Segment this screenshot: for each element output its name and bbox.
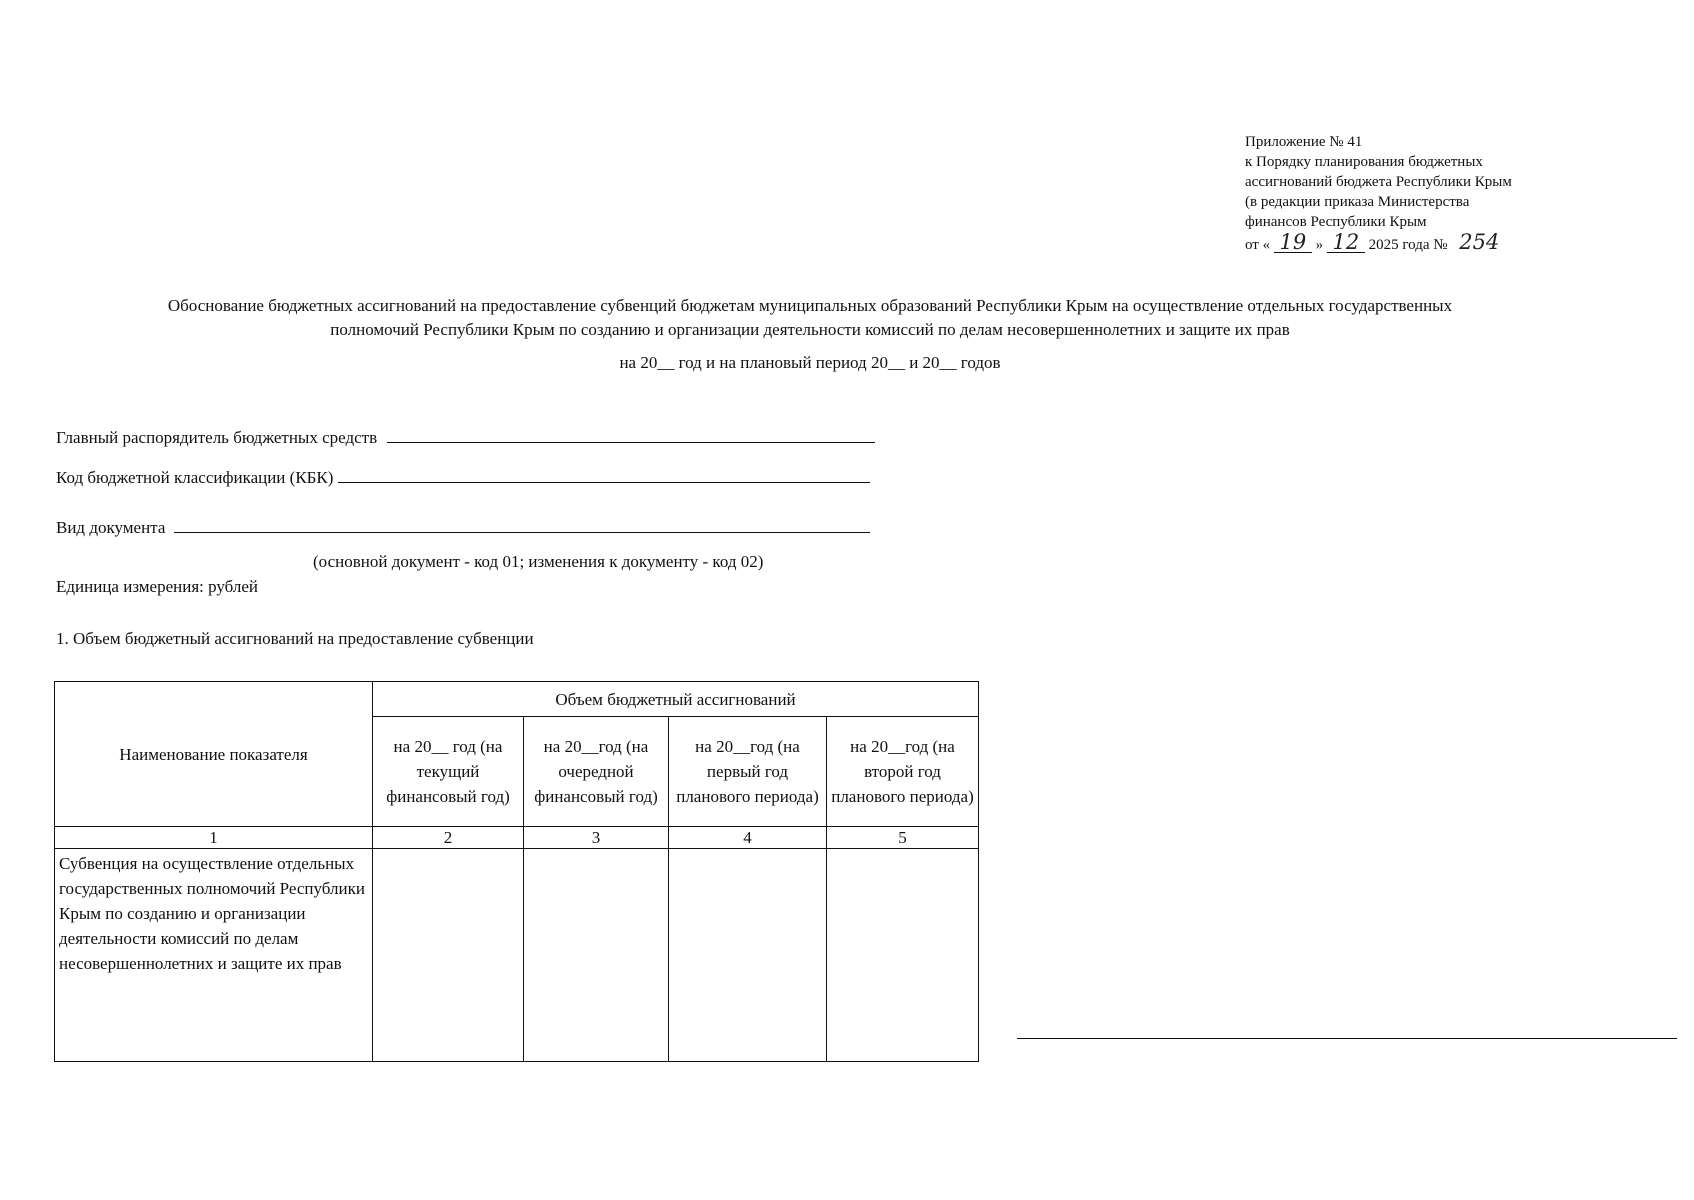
- handwritten-month: 12: [1327, 232, 1365, 253]
- header-current-year: на 20__ год (на текущий финансовый год): [373, 717, 524, 827]
- column-number-row: [55, 827, 979, 849]
- handwritten-day: 19: [1274, 232, 1312, 253]
- doc-type-input-line[interactable]: [174, 531, 870, 533]
- section-1-heading: 1. Объем бюджетный ассигнований на предоставление субвенции: [56, 629, 534, 648]
- document-title-line-1: Обоснование бюджетных ассигнований на предоставление субвенций бюджетам муниципальных образований Республики Крым на осуществление отдельных государственных: [167, 296, 1453, 315]
- header-plan-year-2: на 20__год (на второй год планового периода): [827, 717, 979, 827]
- doc-type-field: [56, 518, 870, 538]
- doc-type-hint: (основной документ - код 01; изменения к документу - код 02): [313, 552, 764, 571]
- value-cell-plan-year-1[interactable]: [669, 849, 827, 1062]
- row-indicator-name: Субвенция на осуществление отдельных государственных полномочий Республики Крым по созданию и организации деятельности комиссий по делам несовершеннолетних и защите их прав: [55, 849, 373, 1062]
- unit-label: Единица измерения: рублей: [56, 577, 259, 596]
- manager-label: Главный распорядитель бюджетных средств: [56, 428, 378, 447]
- kbk-label: Код бюджетной классификации (КБК): [56, 468, 334, 487]
- date-prefix: от «: [1245, 237, 1271, 253]
- table-row: [55, 849, 979, 1062]
- date-suffix: 2025 года №: [1368, 237, 1448, 253]
- document-title-line-2: полномочий Республики Крым по созданию и организации деятельности комиссий по делам несовершеннолетних и защите их прав: [330, 320, 1290, 339]
- column-number: 5: [827, 827, 979, 849]
- header-next-year: на 20__год (на очередной финансовый год): [524, 717, 669, 827]
- appropriations-table: [54, 681, 979, 1062]
- column-number: 1: [55, 827, 373, 849]
- column-number: 2: [373, 827, 524, 849]
- header-indicator-name: Наименование показателя: [55, 682, 373, 827]
- appendix-line: ассигнований бюджета Республики Крым: [1245, 174, 1512, 190]
- header-appropriations-group: Объем бюджетный ассигнований: [373, 682, 979, 717]
- value-cell-next-year[interactable]: [524, 849, 669, 1062]
- document-period: на 20__ год и на плановый период 20__ и 20__ годов: [619, 353, 1001, 372]
- value-cell-current-year[interactable]: [373, 849, 524, 1062]
- appendix-date-line: [1245, 232, 1585, 255]
- kbk-input-line[interactable]: [338, 481, 870, 483]
- date-mid: »: [1315, 237, 1324, 253]
- value-cell-plan-year-2[interactable]: [827, 849, 979, 1062]
- header-plan-year-1: на 20__год (на первый год планового периода): [669, 717, 827, 827]
- handwritten-order-number: 254: [1459, 230, 1500, 254]
- separator-line: [1017, 1038, 1677, 1039]
- manager-field: [56, 428, 875, 448]
- appendix-block: [1245, 132, 1585, 255]
- column-number: 3: [524, 827, 669, 849]
- appendix-line: (в редакции приказа Министерства: [1245, 194, 1470, 210]
- manager-input-line[interactable]: [387, 441, 875, 443]
- doc-type-label: Вид документа: [56, 518, 166, 537]
- appendix-number: Приложение № 41: [1245, 134, 1363, 150]
- column-number: 4: [669, 827, 827, 849]
- appendix-line: к Порядку планирования бюджетных: [1245, 154, 1483, 170]
- kbk-field: [56, 468, 870, 488]
- appendix-line: финансов Республики Крым: [1245, 214, 1427, 230]
